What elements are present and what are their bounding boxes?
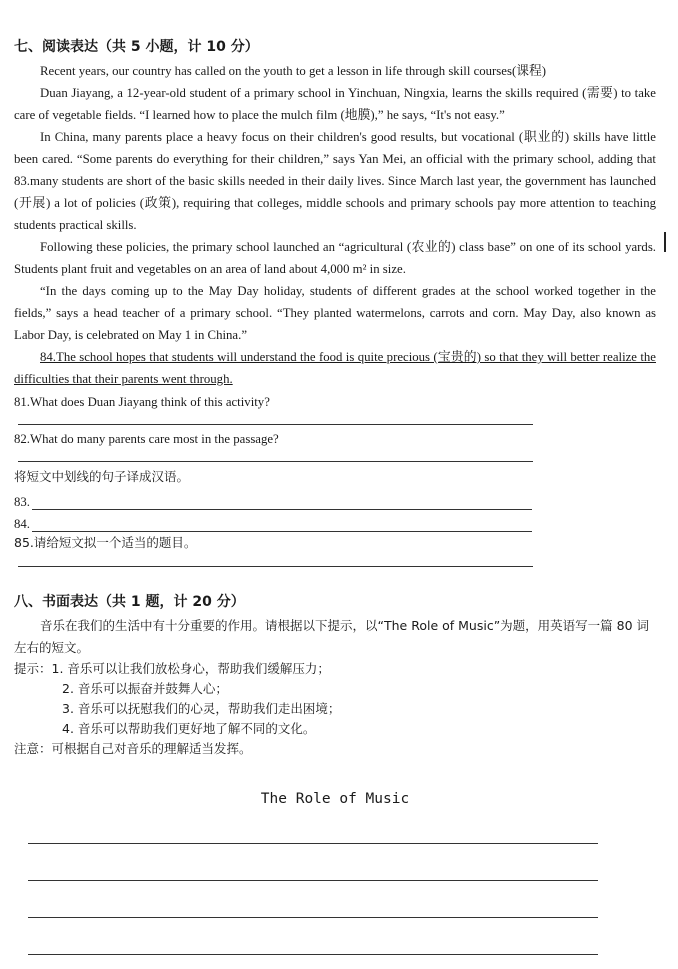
tips-row-1 xyxy=(14,659,656,679)
question-81: 81.What does Duan Jiayang think of this activity? xyxy=(14,395,270,409)
writing-line-1[interactable] xyxy=(28,807,598,844)
essay-title: The Role of Music xyxy=(260,791,410,807)
passage-paragraph-3: In China, many parents place a heavy focus on their children's good results, but vocational (职业的) skills have little been cared. “Some parents do everything for their children,” says Yan Mei, an official with the primary school, adding that 83.many students are short of the basic skills needed in their daily lives. Since March last year, the government has launched (开展) a lot of policies (政策), requiring that colleges, middle schools and primary schools pay more attention to teaching students practical skills. xyxy=(14,130,656,232)
translate-instruction: 将短文中划线的句子译成汉语。 xyxy=(14,469,190,484)
question-85: 85.请给短文拟一个适当的题目。 xyxy=(14,535,197,550)
answer-line-85[interactable] xyxy=(18,554,533,567)
writing-prompt: 音乐在我们的生活中有十分重要的作用。请根据以下提示，以“The Role of Music”为题，用英语写一篇 80 词左右的短文。 xyxy=(14,618,650,655)
passage-paragraph-6: 84.The school hopes that students will understand the food is quite precious (宝贵的) so that they will better realize the difficulties that their parents went through. xyxy=(14,350,656,386)
question-82: 82.What do many parents care most in the passage? xyxy=(14,432,279,446)
answer-line-83[interactable] xyxy=(32,495,532,510)
tip-2: 2. 音乐可以振奋并鼓舞人心； xyxy=(62,681,228,696)
tip-3: 3. 音乐可以抚慰我们的心灵，帮助我们走出困境； xyxy=(62,701,341,716)
section-8-title: 八、书面表达（共 1 题，计 20 分） xyxy=(14,594,245,610)
writing-note: 注意：可根据自己对音乐的理解适当发挥。 xyxy=(14,741,252,756)
passage-paragraph-1: Recent years, our country has called on the youth to get a lesson in life through skill courses(课程) xyxy=(40,64,547,78)
section-7-title: 七、阅读表达（共 5 小题，计 10 分） xyxy=(14,39,259,55)
section-8 xyxy=(14,591,656,955)
question-83-number: 83. xyxy=(14,495,30,509)
passage-paragraph-2: Duan Jiayang, a 12-year-old student of a primary school in Yinchuan, Ningxia, learns the skills required (需要) to take care of vegetable fields. “I learned how to place the mulch film (地膜),” he says, “It's not easy.” xyxy=(14,86,656,122)
tip-1: 1. 音乐可以让我们放松身心，帮助我们缓解压力； xyxy=(51,661,330,676)
question-84-number: 84. xyxy=(14,517,30,531)
answer-line-84[interactable] xyxy=(32,517,532,532)
tip-4: 4. 音乐可以帮助我们更好地了解不同的文化。 xyxy=(62,721,316,736)
margin-mark xyxy=(664,232,666,252)
answer-row-84[interactable] xyxy=(14,510,656,532)
answer-row-83[interactable] xyxy=(14,488,656,510)
passage-paragraph-4: Following these policies, the primary school launched an “agricultural (农业的) class base” on one of its school yards. Students plant fruit and vegetables on an area of land about 4,000 m² in size. xyxy=(14,240,656,276)
tips-label: 提示： xyxy=(14,661,52,676)
writing-line-4[interactable] xyxy=(28,918,598,955)
passage-paragraph-5: “In the days coming up to the May Day holiday, students of different grades at the school worked together in the fields,” says a head teacher of a primary school. “They planted watermelons, carrots and corn. May Day, also known as Labor Day, is celebrated on May 1 in China.” xyxy=(14,284,656,342)
answer-line-81[interactable] xyxy=(18,412,533,425)
writing-line-2[interactable] xyxy=(28,844,598,881)
answer-line-82[interactable] xyxy=(18,449,533,462)
writing-line-3[interactable] xyxy=(28,881,598,918)
